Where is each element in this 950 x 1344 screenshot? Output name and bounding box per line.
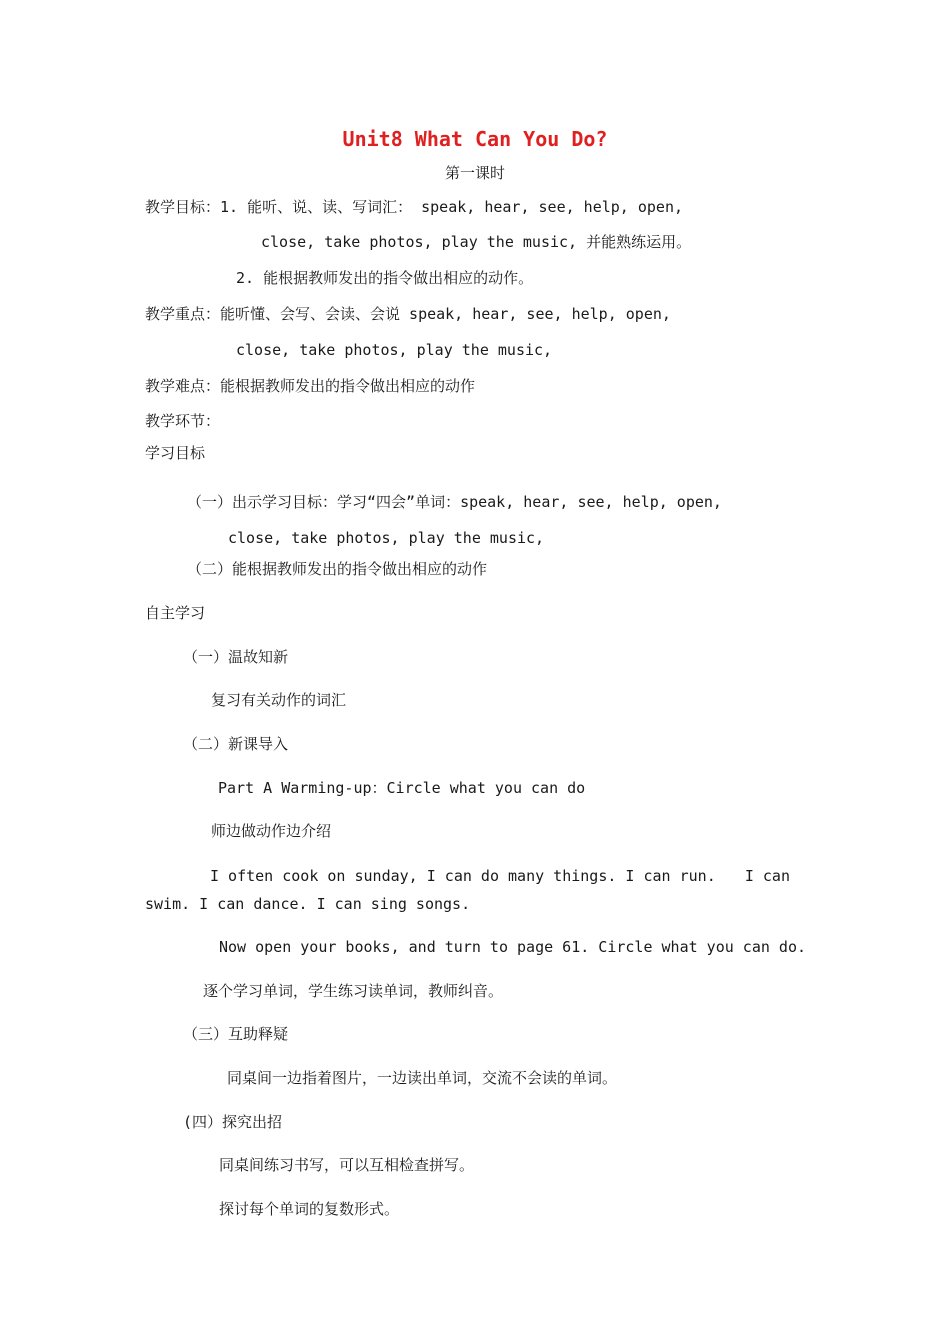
teaching-goal-1: 教学目标：1. 能听、说、读、写词汇： speak, hear, see, help, open, <box>145 198 684 216</box>
example-sentences-line-2: swim. I can dance. I can sing songs. <box>145 895 471 913</box>
teaching-key-point-continued: close, take photos, play the music, <box>236 341 553 359</box>
self-study-section-1-detail: 复习有关动作的词汇 <box>211 691 347 709</box>
page-title: Unit8 What Can You Do? <box>342 127 608 151</box>
learning-goal-2: （二）能根据教师发出的指令做出相应的动作 <box>187 560 488 578</box>
self-study-section-4: (四）探究出招 <box>183 1113 283 1131</box>
teaching-goal-2: 2. 能根据教师发出的指令做出相应的动作。 <box>236 269 534 287</box>
self-study-section-4-detail-2: 探讨每个单词的复数形式。 <box>219 1200 400 1218</box>
teaching-goal-1-continued: close, take photos, play the music, 并能熟练运用。 <box>261 233 692 251</box>
learning-goal-1: （一）出示学习目标：学习“四会”单词：speak, hear, see, help, open, <box>187 493 722 511</box>
word-practice: 逐个学习单词，学生练习读单词，教师纠音。 <box>203 982 504 1000</box>
self-study-heading: 自主学习 <box>145 604 206 622</box>
example-sentences-line-1 <box>210 866 790 886</box>
self-study-section-3-detail: 同桌间一边指着图片，一边读出单词，交流不会读的单词。 <box>227 1069 618 1087</box>
teaching-difficulty: 教学难点：能根据教师发出的指令做出相应的动作 <box>145 377 476 395</box>
learning-goal-1-continued: close, take photos, play the music, <box>228 529 545 547</box>
example-sentences-right: I can <box>744 867 790 885</box>
self-study-section-1: （一）温故知新 <box>183 648 289 666</box>
part-a-warming-up: Part A Warming-up：Circle what you can do <box>218 779 586 797</box>
lesson-subtitle: 第一课时 <box>444 164 505 182</box>
learning-goals-heading: 学习目标 <box>145 444 206 462</box>
teaching-steps-heading: 教学环节： <box>145 412 221 430</box>
teacher-intro: 师边做动作边介绍 <box>211 822 332 840</box>
self-study-section-3: （三）互助释疑 <box>183 1025 289 1043</box>
self-study-section-2: （二）新课导入 <box>183 735 289 753</box>
teaching-key-point: 教学重点：能听懂、会写、会读、会说 speak, hear, see, help, open, <box>145 305 671 323</box>
self-study-section-4-detail-1: 同桌间练习书写，可以互相检查拼写。 <box>219 1156 475 1174</box>
example-sentences-left: I often cook on sunday, I can do many things. I can run. <box>210 867 716 885</box>
open-books-instruction: Now open your books, and turn to page 61. Circle what you can do. <box>219 938 806 956</box>
